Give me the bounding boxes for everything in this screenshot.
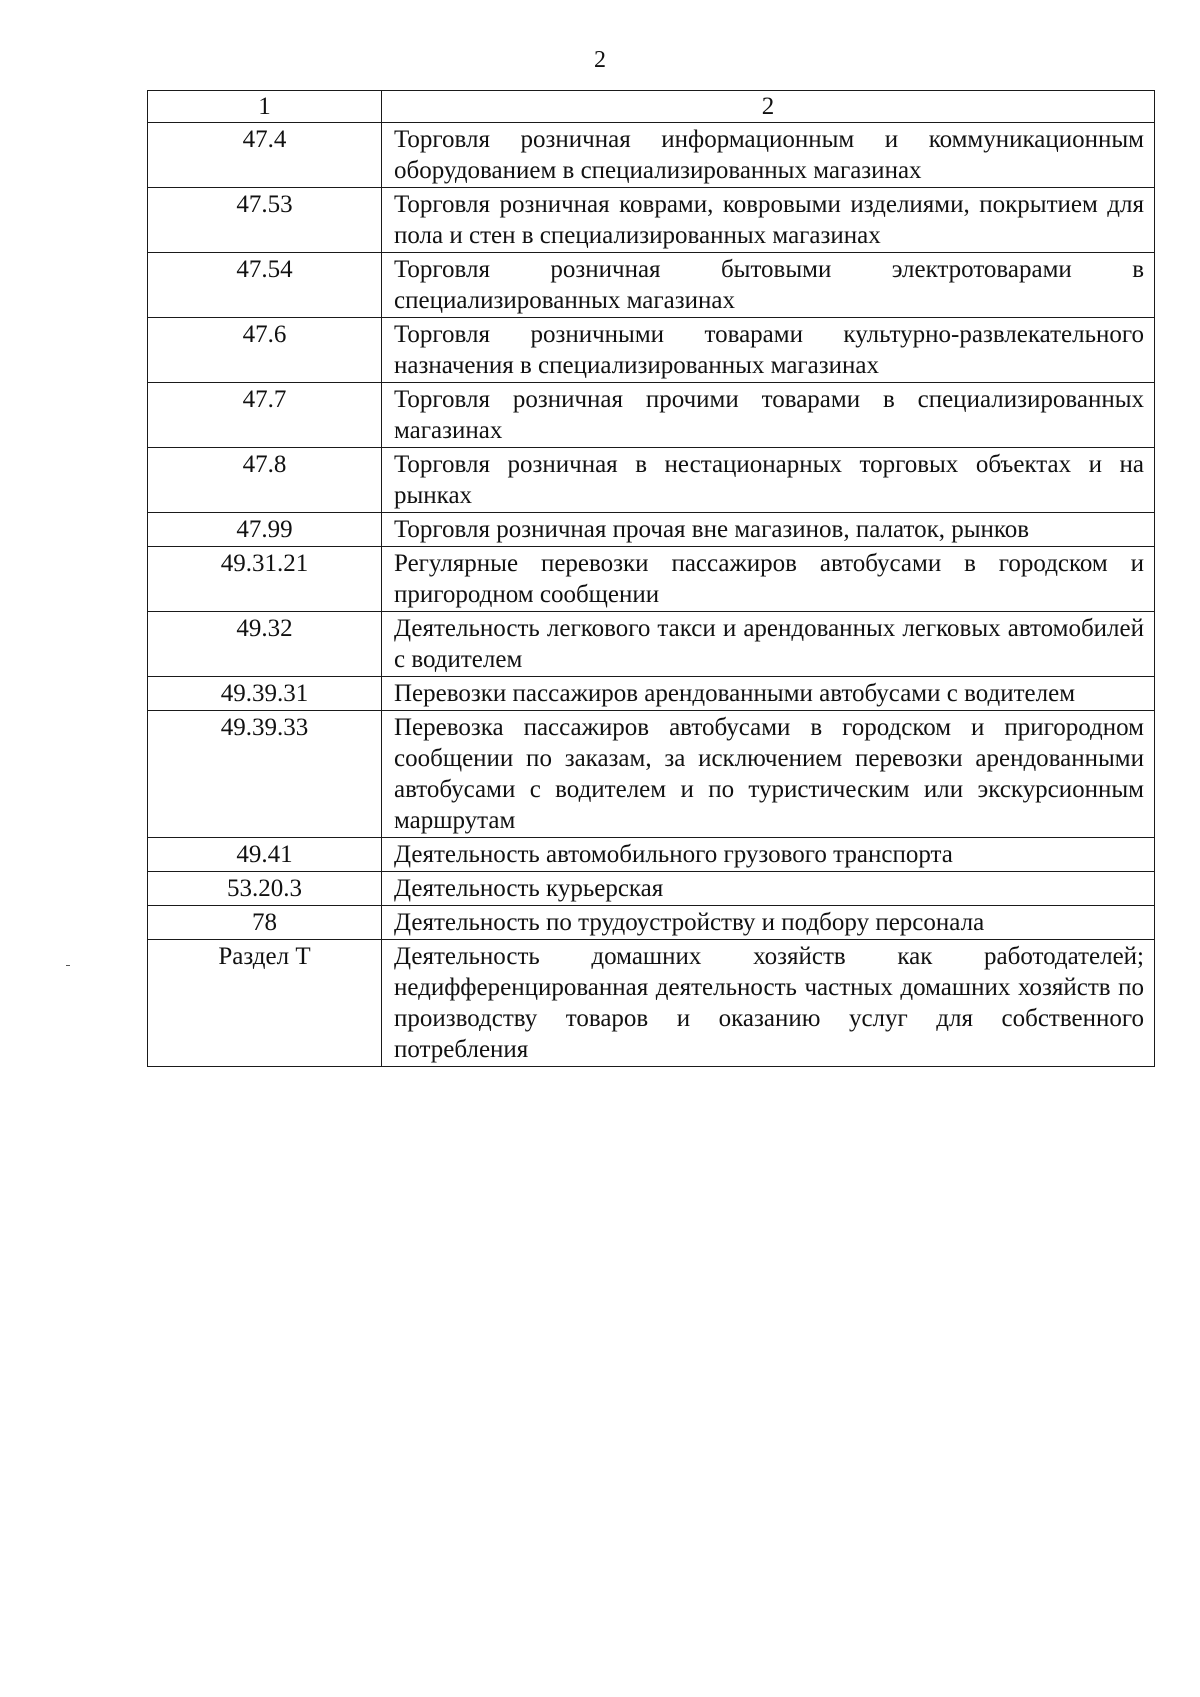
activity-description: Деятельность курьерская	[382, 872, 1155, 906]
activity-codes-table	[147, 90, 1155, 1067]
activity-code: 47.99	[148, 513, 382, 547]
table-row	[148, 123, 1155, 188]
activity-code: 49.31.21	[148, 547, 382, 612]
activity-code: 47.7	[148, 383, 382, 448]
table-row	[148, 318, 1155, 383]
table-row	[148, 872, 1155, 906]
activity-description: Деятельность по трудоустройству и подбору персонала	[382, 906, 1155, 940]
column-header-code: 1	[148, 91, 382, 123]
activity-description: Торговля розничными товарами культурно-развлекательного назначения в специализированных магазинах	[382, 318, 1155, 383]
table-row	[148, 513, 1155, 547]
table-header-row	[148, 91, 1155, 123]
page-number: 2	[594, 47, 606, 73]
table-row	[148, 448, 1155, 513]
activity-code: 47.53	[148, 188, 382, 253]
activity-code: 49.39.31	[148, 677, 382, 711]
activity-code: 53.20.3	[148, 872, 382, 906]
scan-speck	[66, 965, 70, 966]
activity-code: 49.41	[148, 838, 382, 872]
table-row	[148, 188, 1155, 253]
table-row	[148, 547, 1155, 612]
table-row	[148, 906, 1155, 940]
activity-code: 49.32	[148, 612, 382, 677]
activity-description: Деятельность автомобильного грузового транспорта	[382, 838, 1155, 872]
activity-description: Торговля розничная коврами, ковровыми изделиями, покрытием для пола и стен в специализированных магазинах	[382, 188, 1155, 253]
activity-code: 78	[148, 906, 382, 940]
activity-description: Деятельность домашних хозяйств как работодателей; недифференцированная деятельность частных домашних хозяйств по производству товаров и оказанию услуг для собственного потребления	[382, 940, 1155, 1067]
activity-description: Торговля розничная прочими товарами в специализированных магазинах	[382, 383, 1155, 448]
activity-code: 47.54	[148, 253, 382, 318]
activity-description: Перевозка пассажиров автобусами в городском и пригородном сообщении по заказам, за исключением перевозки арендованными автобусами с водителем и по туристическим или экскурсионным маршрутам	[382, 711, 1155, 838]
table-row	[148, 711, 1155, 838]
table-row	[148, 940, 1155, 1067]
activity-description: Торговля розничная в нестационарных торговых объектах и на рынках	[382, 448, 1155, 513]
column-header-description: 2	[382, 91, 1155, 123]
table-row	[148, 838, 1155, 872]
activity-code: Раздел T	[148, 940, 382, 1067]
activity-description: Торговля розничная бытовыми электротоварами в специализированных магазинах	[382, 253, 1155, 318]
activity-description: Регулярные перевозки пассажиров автобусами в городском и пригородном сообщении	[382, 547, 1155, 612]
activity-description: Перевозки пассажиров арендованными автобусами с водителем	[382, 677, 1155, 711]
table-row	[148, 677, 1155, 711]
activity-description: Торговля розничная прочая вне магазинов, палаток, рынков	[382, 513, 1155, 547]
activity-code: 49.39.33	[148, 711, 382, 838]
table-row	[148, 253, 1155, 318]
activity-description: Деятельность легкового такси и арендованных легковых автомобилей с водителем	[382, 612, 1155, 677]
activity-description: Торговля розничная информационным и коммуникационным оборудованием в специализированных магазинах	[382, 123, 1155, 188]
activity-code: 47.8	[148, 448, 382, 513]
activity-code: 47.6	[148, 318, 382, 383]
table-row	[148, 383, 1155, 448]
activity-code: 47.4	[148, 123, 382, 188]
table-row	[148, 612, 1155, 677]
